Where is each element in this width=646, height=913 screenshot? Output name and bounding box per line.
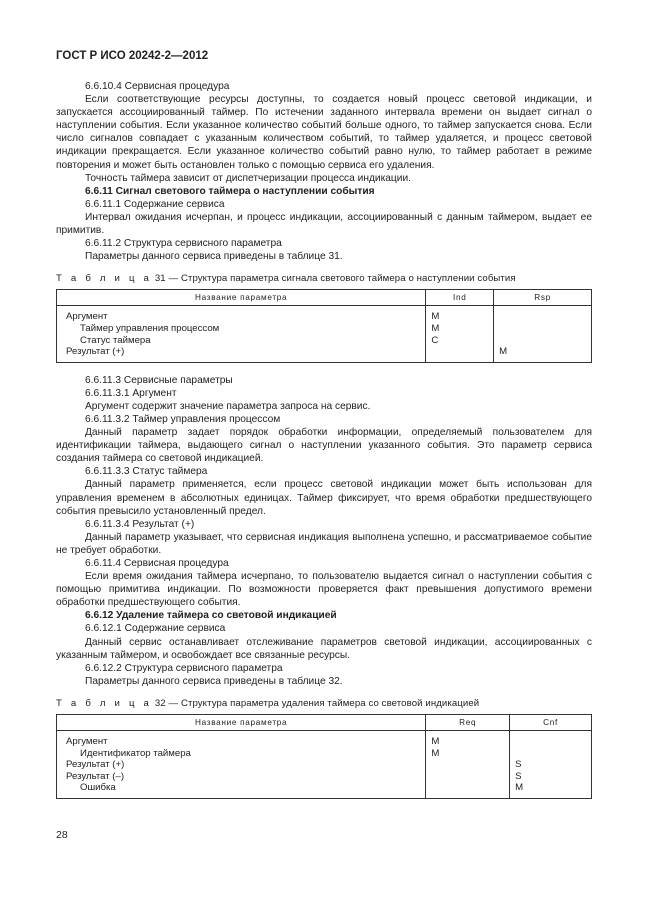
- table-caption-prefix: Т а б л и ц а: [56, 273, 153, 285]
- paragraph: Данный параметр применяется, если процесс световой индикации может быть использован для управления временем в абсолютных единицах. Таймер фиксирует, что время обработки предшествующего события превысило установленный предел.: [56, 479, 592, 517]
- parameter-name: Результат (+): [66, 759, 125, 771]
- parameter-value: [431, 759, 509, 771]
- rsp-values-cell: [494, 311, 592, 362]
- parameter-value: S: [515, 759, 522, 771]
- req-values-cell: [426, 736, 510, 798]
- parameter-value: [515, 736, 591, 748]
- table-caption-prefix: Т а б л и ц а: [56, 697, 153, 709]
- parameter-name: Аргумент: [66, 735, 108, 747]
- column-header-req: Req: [426, 714, 510, 730]
- paragraph: Если время ожидания таймера исчерпано, то пользователю выдается сигнал о наступлении события с помощью примитива индикации. По возможности проверяется факт превышения допустимого времени обработки предшествующего события.: [56, 571, 592, 609]
- parameter-names-cell: [57, 736, 426, 798]
- parameter-name: Аргумент: [66, 311, 108, 323]
- parameter-name: Статус таймера: [80, 334, 151, 346]
- paragraph: Аргумент содержит значение параметра запроса на сервис.: [85, 400, 371, 412]
- paragraph: Параметры данного сервиса приведены в таблице 31.: [85, 251, 343, 263]
- document-header: ГОСТ Р ИСО 20242-2—2012: [56, 50, 209, 62]
- subsection-heading: 6.6.11.2 Структура сервисного параметра: [85, 238, 282, 250]
- parameter-name: Результат (+): [66, 346, 125, 358]
- column-header-name: Название параметра: [57, 714, 426, 730]
- parameter-value: M: [431, 322, 440, 334]
- parameter-value: [499, 335, 591, 347]
- paragraph: Точность таймера зависит от диспетчеризации процесса индикации.: [85, 172, 411, 184]
- parameter-value: S: [515, 770, 522, 782]
- parameter-value: [431, 782, 509, 794]
- parameter-name: Ошибка: [80, 782, 116, 794]
- table-32: [56, 714, 592, 799]
- column-header-cnf: Cnf: [510, 714, 592, 730]
- column-header-rsp: Rsp: [494, 290, 592, 306]
- section-heading: 6.6.10.4 Сервисная процедура: [85, 81, 230, 92]
- subsection-heading: 6.6.11.4 Сервисная процедура: [85, 558, 229, 569]
- parameter-value: M: [431, 311, 440, 323]
- ind-values-cell: [426, 311, 494, 362]
- page-content: [56, 80, 592, 810]
- parameter-value: C: [431, 334, 439, 346]
- table-caption: [56, 698, 592, 710]
- column-header-name: Название параметра: [57, 290, 426, 306]
- parameter-name: Идентификатор таймера: [80, 747, 191, 759]
- paragraph: Данный параметр задает порядок обработки информации, определяемый пользователем для идентификации таймера, выдающего сигнал о наступлении указанного события. Это параметр сервиса создания таймера со световой индикацией.: [56, 427, 592, 465]
- subsection-heading: 6.6.12.1 Содержание сервиса: [85, 623, 226, 635]
- subsection-heading: 6.6.11.3.3 Статус таймера: [85, 466, 208, 478]
- subsection-heading: 6.6.11.3.4 Результат (+): [85, 518, 195, 530]
- parameter-value: [431, 771, 509, 783]
- parameter-value: M: [499, 346, 508, 358]
- parameter-value: M: [515, 782, 524, 794]
- parameter-value: M: [431, 735, 440, 747]
- subsection-heading: 6.6.11.3.2 Таймер управления процессом: [85, 413, 281, 425]
- paragraph: Интервал ожидания исчерпан, и процесс индикации, ассоциированный с данным таймером, выдает ее примитив.: [56, 211, 592, 237]
- parameter-value: [515, 748, 591, 760]
- subsection-heading: 6.6.12.2 Структура сервисного параметра: [85, 662, 283, 674]
- parameter-value: M: [431, 747, 440, 759]
- parameter-name: Таймер управления процессом: [80, 322, 220, 334]
- parameter-value: [499, 311, 591, 323]
- paragraph: Данный сервис останавливает отслеживание параметров световой индикации, ассоциированных с указанным таймером, и освобождает все связанные ресурсы.: [56, 636, 592, 661]
- paragraph: Параметры данного сервиса приведены в таблице 32.: [85, 675, 343, 687]
- section-heading: 6.6.11 Сигнал светового таймера о наступлении события: [85, 185, 375, 197]
- cnf-values-cell: [510, 736, 592, 798]
- column-header-ind: Ind: [426, 290, 494, 306]
- subsection-heading: 6.6.11.1 Содержание сервиса: [85, 198, 225, 210]
- subsection-heading: 6.6.11.3 Сервисные параметры: [85, 374, 233, 386]
- page-number: 28: [56, 829, 68, 841]
- parameter-names-cell: [57, 311, 426, 362]
- paragraph: Данный параметр указывает, что сервисная индикация выполнена успешно, и рассматриваемое событие не требует обработки.: [56, 531, 592, 556]
- subsection-heading: 6.6.11.3.1 Аргумент: [85, 387, 177, 399]
- parameter-value: [499, 323, 591, 335]
- table-caption-text: 31 — Структура параметра сигнала светового таймера о наступлении события: [152, 273, 516, 285]
- table-31: [56, 289, 592, 362]
- paragraph: Если соответствующие ресурсы доступны, то создается новый процесс световой индикации, и запускается ассоциированный таймер. По истечении заданного интервала времени он выдает сигнал о наступлении события. Если указанное количество событий больше одного, то таймер запускается снова. Если число сигналов совпадает с указанным количеством событий, то таймер удаляется, и процесс световой индикации прекращается. Если указанное количество событий равно нулю, то таймер работает в режиме повторения и может быть остановлен только с помощью сервиса его удаления.: [56, 94, 592, 171]
- parameter-value: [431, 346, 493, 358]
- table-caption-text: 32 — Структура параметра удаления таймера со световой индикацией: [152, 697, 480, 709]
- section-heading: 6.6.12 Удаление таймера со световой индикацией: [85, 610, 337, 622]
- table-caption: [56, 273, 592, 285]
- parameter-name: Результат (–): [66, 770, 125, 782]
